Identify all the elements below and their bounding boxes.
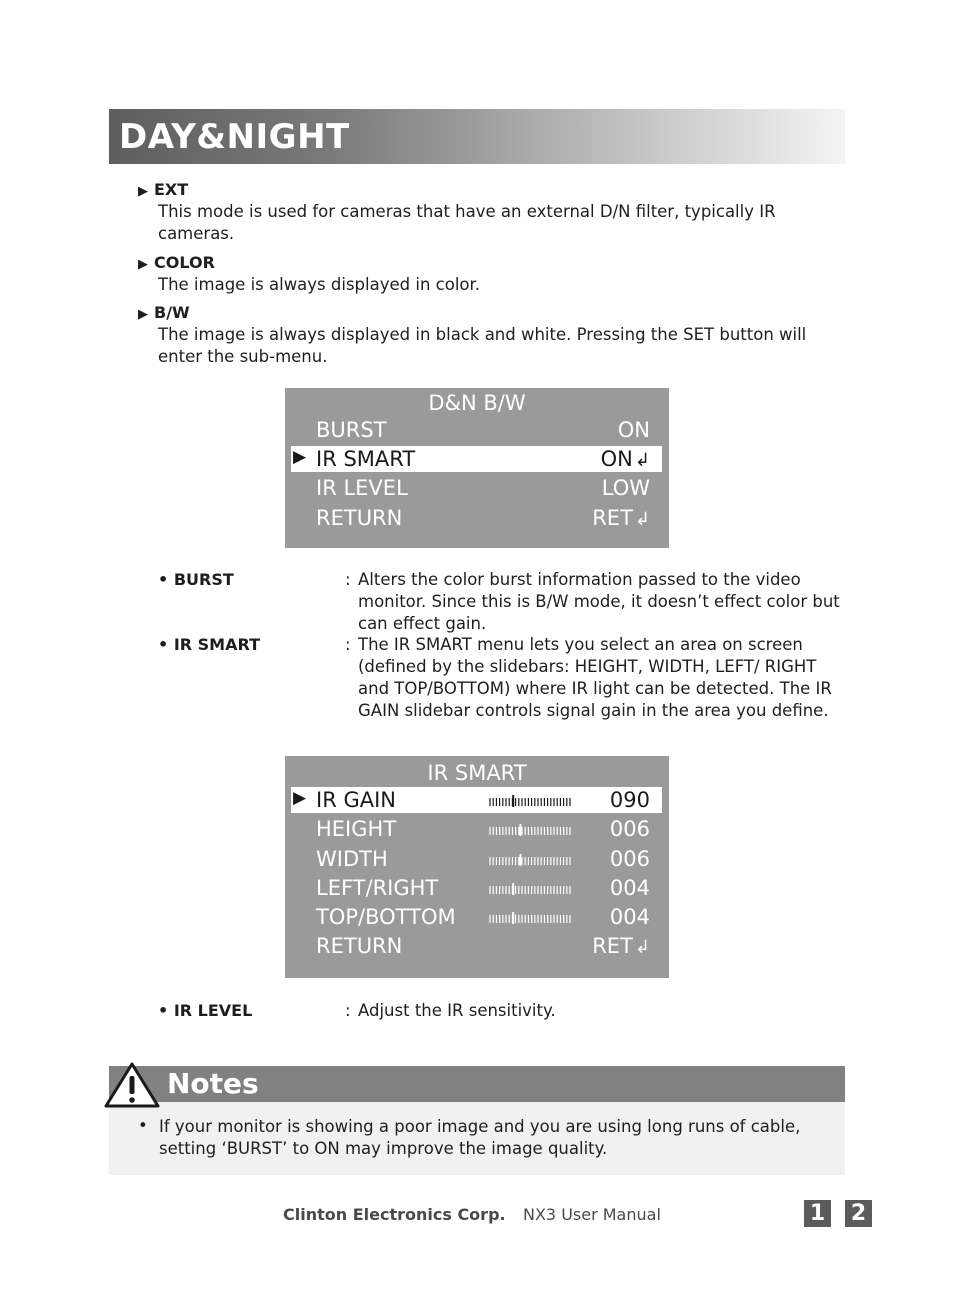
option-heading-ext: [138, 180, 188, 199]
option-label: B/W: [154, 303, 190, 322]
osd-menu-title: D&N B/W: [428, 391, 526, 415]
notes-bullet: •: [138, 1116, 148, 1135]
enter-icon: ↲: [634, 450, 650, 471]
osd-row-ir-gain[interactable]: [291, 787, 662, 813]
osd-row-value: RET ↲: [592, 506, 650, 530]
cursor-icon: ▶: [293, 447, 307, 467]
enter-icon: ↲: [634, 937, 650, 958]
option-description-color: The image is always displayed in color.: [158, 275, 481, 294]
osd-row-label: RETURN: [316, 934, 403, 958]
osd-row-label: RETURN: [316, 506, 403, 530]
osd-row-label: WIDTH: [316, 847, 388, 871]
osd-row-value: ON ↲: [600, 447, 650, 471]
osd-row-label: TOP/BOTTOM: [316, 905, 456, 929]
notes-item: If your monitor is showing a poor image and you are using long runs of cable, setting ‘BURST’ to ON may improve the image quality.: [159, 1117, 801, 1158]
osd-row-burst[interactable]: [291, 417, 662, 443]
osd-row-value: 004: [609, 876, 650, 900]
osd-row-label: IR SMART: [316, 447, 416, 471]
cursor-icon: ▶: [293, 788, 307, 808]
notes-title: Notes: [167, 1067, 259, 1100]
enter-icon: ↲: [634, 509, 650, 530]
osd-row-width[interactable]: [291, 846, 662, 872]
bullet-key-ir-level: • IR LEVEL: [158, 1001, 253, 1020]
osd-row-ir-level[interactable]: [291, 475, 662, 501]
footer-company: Clinton Electronics Corp.: [283, 1205, 506, 1224]
osd-row-left-right[interactable]: [291, 875, 662, 901]
osd-menu-title: IR SMART: [427, 761, 527, 785]
slider-bar[interactable]: [489, 795, 571, 807]
slider-bar[interactable]: [489, 912, 571, 924]
triangle-right-icon: ▶: [138, 307, 148, 322]
page-number-digit: 2: [845, 1200, 872, 1227]
osd-row-value: RET ↲: [592, 934, 650, 958]
option-heading-bw: [138, 303, 190, 322]
page-number-digit: 1: [804, 1200, 831, 1227]
slider-bar[interactable]: [489, 883, 571, 895]
osd-row-value: ON: [617, 418, 650, 442]
section-banner: [109, 109, 845, 164]
osd-row-value: LOW: [601, 476, 650, 500]
triangle-right-icon: ▶: [138, 184, 148, 199]
osd-row-top-bottom[interactable]: [291, 904, 662, 930]
osd-row-value: 006: [609, 847, 650, 871]
osd-row-label: BURST: [316, 418, 387, 442]
page-title: DAY&NIGHT: [119, 117, 350, 157]
option-label: EXT: [154, 180, 189, 199]
osd-row-label: IR GAIN: [316, 788, 397, 812]
slider-bar[interactable]: [489, 824, 571, 836]
slider-bar[interactable]: [489, 854, 571, 866]
footer-manual-title: NX3 User Manual: [523, 1205, 661, 1224]
warning-icon: [104, 1061, 160, 1109]
triangle-right-icon: ▶: [138, 257, 148, 272]
osd-row-value: 006: [609, 817, 650, 841]
bullet-desc-ir-level: : Adjust the IR sensitivity.: [345, 1001, 556, 1020]
bullet-desc-burst: : Alters the color burst information passed to the video monitor. Since this is B/W mode, it doesn’t effect color but can effect gain.: [345, 570, 840, 633]
notes-header-bar: [109, 1066, 845, 1102]
osd-row-height[interactable]: [291, 816, 662, 842]
osd-row-ir-smart[interactable]: [291, 446, 662, 472]
osd-menu-dn-bw: [285, 388, 669, 548]
osd-menu-ir-smart: [285, 756, 669, 978]
bullet-key-burst: • BURST: [158, 570, 234, 589]
osd-row-label: LEFT/RIGHT: [316, 876, 439, 900]
osd-row-value: 090: [609, 788, 650, 812]
option-description-bw: The image is always displayed in black and white. Pressing the SET button will enter the sub-menu.: [158, 325, 807, 366]
bullet-key-ir-smart: • IR SMART: [158, 635, 260, 654]
osd-row-value: 004: [609, 905, 650, 929]
osd-row-return[interactable]: [291, 505, 662, 531]
bullet-desc-ir-smart: : The IR SMART menu lets you select an area on screen (defined by the slidebars: HEIGHT, WIDTH, LEFT/ RIGHT and TOP/BOTTOM) where IR light can be detected. The IR GAIN slidebar controls signal gain in the area you define.: [345, 635, 832, 720]
option-heading-color: [138, 253, 215, 272]
osd-row-return[interactable]: [291, 933, 662, 959]
option-description-ext: This mode is used for cameras that have an external D/N filter, typically IR cameras.: [158, 202, 776, 243]
osd-row-label: IR LEVEL: [316, 476, 408, 500]
osd-row-label: HEIGHT: [316, 817, 397, 841]
option-label: COLOR: [154, 253, 215, 272]
